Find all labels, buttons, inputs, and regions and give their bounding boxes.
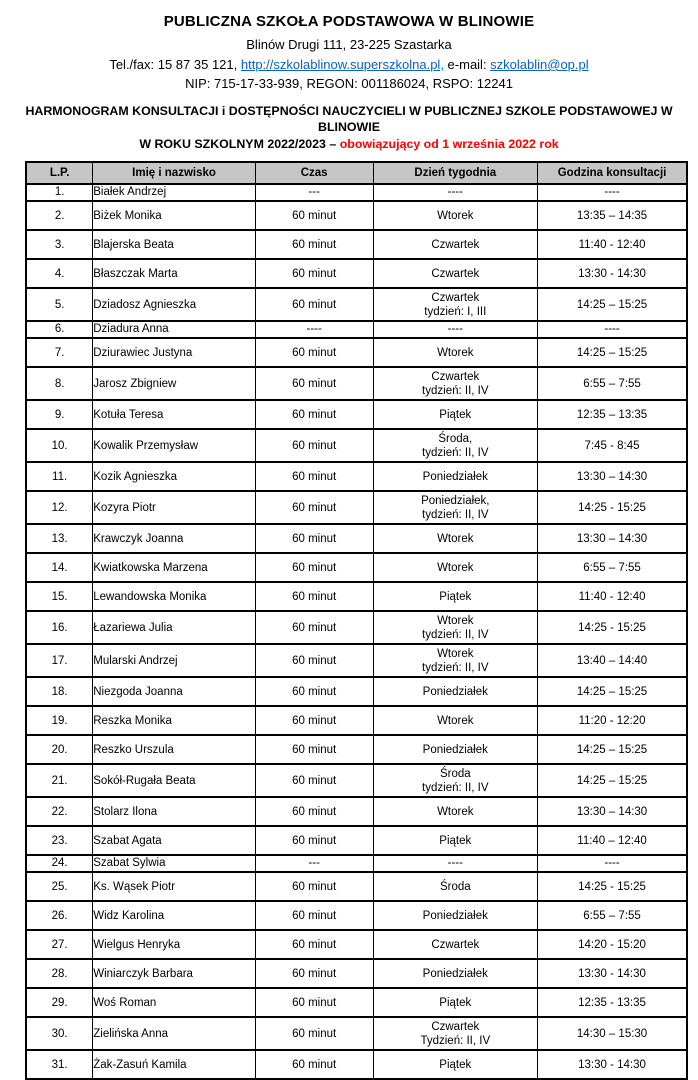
name-cell: Niezgoda Joanna — [93, 677, 256, 706]
week-note: tydzień: I, III — [424, 305, 487, 318]
czas-cell: 60 minut — [255, 959, 373, 988]
czas-cell: 60 minut — [255, 582, 373, 611]
czas-cell: ---- — [255, 321, 373, 338]
dzien-cell: Wtorek tydzień: II, IV — [373, 611, 538, 644]
godzina-cell: 11:40 – 12:40 — [538, 826, 687, 855]
column-header: Czas — [255, 162, 373, 184]
czas-cell: 60 minut — [255, 1050, 373, 1079]
czas-cell: 60 minut — [255, 524, 373, 553]
consultation-table — [25, 161, 688, 1080]
czas-cell: 60 minut — [255, 367, 373, 400]
czas-cell: --- — [255, 184, 373, 201]
godzina-cell: 11:40 - 12:40 — [538, 230, 687, 259]
godzina-cell: 13:30 - 14:30 — [538, 959, 687, 988]
czas-cell: 60 minut — [255, 872, 373, 901]
name-cell: Kwiatkowska Marzena — [93, 553, 256, 582]
lp-cell: 6. — [26, 321, 93, 338]
czas-cell: 60 minut — [255, 491, 373, 524]
table-row — [26, 959, 687, 988]
name-cell: Biżek Monika — [93, 201, 256, 230]
name-cell: Zielińska Anna — [93, 1017, 256, 1050]
lp-cell: 13. — [26, 524, 93, 553]
czas-cell: 60 minut — [255, 1017, 373, 1050]
name-cell: Kozyra Piotr — [93, 491, 256, 524]
godzina-cell: 6:55 – 7:55 — [538, 901, 687, 930]
godzina-cell: 13:30 - 14:30 — [538, 259, 687, 288]
effective-date-text: obowiązujący od 1 września 2022 rok — [339, 136, 559, 151]
name-cell: Szabat Sylwia — [93, 855, 256, 872]
name-cell: Blajerska Beata — [93, 230, 256, 259]
dzien-cell: Piątek — [373, 1050, 538, 1079]
dzien-cell: Czwartek — [373, 230, 538, 259]
lp-cell: 12. — [26, 491, 93, 524]
school-year-text: W ROKU SZKOLNYM 2022/2023 – — [139, 136, 340, 151]
dzien-cell: Poniedziałek — [373, 735, 538, 764]
table-row — [26, 553, 687, 582]
column-header: Imię i nazwisko — [93, 162, 256, 184]
godzina-cell: 14:25 – 15:25 — [538, 735, 687, 764]
table-row — [26, 230, 687, 259]
czas-cell: 60 minut — [255, 400, 373, 429]
czas-cell: 60 minut — [255, 644, 373, 677]
table-row — [26, 321, 687, 338]
czas-cell: 60 minut — [255, 201, 373, 230]
godzina-cell: 14:25 – 15:25 — [538, 677, 687, 706]
dzien-cell: Piątek — [373, 400, 538, 429]
lp-cell: 3. — [26, 230, 93, 259]
name-cell: Lewandowska Monika — [93, 582, 256, 611]
lp-cell: 17. — [26, 644, 93, 677]
dzien-cell: Poniedziałek — [373, 959, 538, 988]
godzina-cell: 13:30 - 14:30 — [538, 1050, 687, 1079]
name-cell: Dziurawiec Justyna — [93, 338, 256, 367]
name-cell: Stolarz Ilona — [93, 797, 256, 826]
dzien-cell: Poniedziałek — [373, 677, 538, 706]
lp-cell: 21. — [26, 764, 93, 797]
email-label: e-mail: — [443, 57, 491, 72]
lp-cell: 27. — [26, 930, 93, 959]
week-note: tydzień: II, IV — [422, 781, 489, 794]
week-note: tydzień: II, IV — [422, 384, 489, 397]
czas-cell: 60 minut — [255, 826, 373, 855]
lp-cell: 14. — [26, 553, 93, 582]
table-row — [26, 797, 687, 826]
tel-fax-text: Tel./fax: 15 87 35 121, — [109, 57, 241, 72]
column-header: L.P. — [26, 162, 93, 184]
table-row — [26, 429, 687, 462]
godzina-cell: 13:35 – 14:35 — [538, 201, 687, 230]
godzina-cell: 13:40 – 14:40 — [538, 644, 687, 677]
lp-cell: 26. — [26, 901, 93, 930]
lp-cell: 2. — [26, 201, 93, 230]
dzien-cell: Wtorek — [373, 797, 538, 826]
lp-cell: 23. — [26, 826, 93, 855]
name-cell: Reszko Urszula — [93, 735, 256, 764]
czas-cell: 60 minut — [255, 930, 373, 959]
week-note: tydzień: II, IV — [422, 446, 489, 459]
czas-cell: 60 minut — [255, 706, 373, 735]
godzina-cell: 14:30 – 15:30 — [538, 1017, 687, 1050]
dzien-cell: Wtorek tydzień: II, IV — [373, 644, 538, 677]
dzien-cell: Piątek — [373, 988, 538, 1017]
website-link[interactable]: http://szkolablinow.superszkolna.pl, — [240, 57, 444, 72]
name-cell: Dziadosz Agnieszka — [93, 288, 256, 321]
name-cell: Woś Roman — [93, 988, 256, 1017]
name-cell: Kotuła Teresa — [93, 400, 256, 429]
lp-cell: 9. — [26, 400, 93, 429]
czas-cell: 60 minut — [255, 797, 373, 826]
table-row — [26, 872, 687, 901]
czas-cell: 60 minut — [255, 338, 373, 367]
dzien-cell: Środa — [373, 872, 538, 901]
name-cell: Ks. Wąsek Piotr — [93, 872, 256, 901]
table-row — [26, 1017, 687, 1050]
dzien-cell: Czwartek tydzień: II, IV — [373, 367, 538, 400]
week-note: tydzień: II, IV — [422, 628, 489, 641]
czas-cell: --- — [255, 855, 373, 872]
lp-cell: 25. — [26, 872, 93, 901]
name-cell: Widz Karolina — [93, 901, 256, 930]
name-cell: Jarosz Zbigniew — [93, 367, 256, 400]
dzien-cell: ---- — [373, 855, 538, 872]
table-row — [26, 201, 687, 230]
schedule-title-line2 — [0, 136, 698, 152]
table-body — [26, 184, 687, 1079]
godzina-cell: 14:25 - 15:25 — [538, 491, 687, 524]
dzien-cell: Wtorek — [373, 553, 538, 582]
czas-cell: 60 minut — [255, 462, 373, 491]
godzina-cell: 14:25 – 15:25 — [538, 338, 687, 367]
name-cell: Wielgus Henryka — [93, 930, 256, 959]
name-cell: Krawczyk Joanna — [93, 524, 256, 553]
lp-cell: 29. — [26, 988, 93, 1017]
name-cell: Winiarczyk Barbara — [93, 959, 256, 988]
godzina-cell: ---- — [538, 184, 687, 201]
dzien-cell: Piątek — [373, 582, 538, 611]
table-row — [26, 338, 687, 367]
header-row — [26, 162, 687, 184]
godzina-cell: 11:20 - 12:20 — [538, 706, 687, 735]
contact-line — [0, 57, 698, 72]
godzina-cell: 6:55 – 7:55 — [538, 553, 687, 582]
lp-cell: 11. — [26, 462, 93, 491]
email-link[interactable]: szkolablin@op.pl — [490, 57, 589, 72]
dzien-cell: Czwartek — [373, 259, 538, 288]
lp-cell: 1. — [26, 184, 93, 201]
lp-cell: 28. — [26, 959, 93, 988]
godzina-cell: 11:40 - 12:40 — [538, 582, 687, 611]
dzien-cell: Wtorek — [373, 338, 538, 367]
school-name: PUBLICZNA SZKOŁA PODSTAWOWA W BLINOWIE — [163, 13, 535, 30]
table-row — [26, 582, 687, 611]
table-row — [26, 677, 687, 706]
dzien-cell: Czwartek — [373, 930, 538, 959]
column-header: Dzień tygodnia — [373, 162, 538, 184]
godzina-cell: 13:30 – 14:30 — [538, 797, 687, 826]
godzina-cell: ---- — [538, 321, 687, 338]
czas-cell: 60 minut — [255, 735, 373, 764]
godzina-cell: 7:45 - 8:45 — [538, 429, 687, 462]
czas-cell: 60 minut — [255, 988, 373, 1017]
lp-cell: 16. — [26, 611, 93, 644]
name-cell: Kozik Agnieszka — [93, 462, 256, 491]
dzien-cell: Piątek — [373, 826, 538, 855]
dzien-cell: Czwartek Tydzień: II, IV — [373, 1017, 538, 1050]
name-cell: Szabat Agata — [93, 826, 256, 855]
schedule-title — [0, 103, 698, 152]
lp-cell: 5. — [26, 288, 93, 321]
table-row — [26, 644, 687, 677]
dzien-cell: Wtorek — [373, 524, 538, 553]
godzina-cell: 14:25 – 15:25 — [538, 764, 687, 797]
czas-cell: 60 minut — [255, 553, 373, 582]
dzien-cell: Poniedziałek, tydzień: II, IV — [373, 491, 538, 524]
week-note: Tydzień: II, IV — [420, 1034, 491, 1047]
lp-cell: 10. — [26, 429, 93, 462]
godzina-cell: 13:30 – 14:30 — [538, 524, 687, 553]
registration-ids: NIP: 715-17-33-939, REGON: 001186024, RSPO: 12241 — [185, 76, 513, 91]
table-row — [26, 930, 687, 959]
table-row — [26, 184, 687, 201]
czas-cell: 60 minut — [255, 230, 373, 259]
table-row — [26, 901, 687, 930]
dzien-cell: ---- — [373, 184, 538, 201]
schedule-title-line1: HARMONOGRAM KONSULTACJI i DOSTĘPNOŚCI NAUCZYCIELI W PUBLICZNEJ SZKOLE PODSTAWOWEJ W BLINOWIE — [25, 104, 673, 135]
name-cell: Mularski Andrzej — [93, 644, 256, 677]
godzina-cell: 13:30 – 14:30 — [538, 462, 687, 491]
name-cell: Łazariewa Julia — [93, 611, 256, 644]
name-cell: Błaszczak Marta — [93, 259, 256, 288]
name-cell: Białek Andrzej — [93, 184, 256, 201]
lp-cell: 30. — [26, 1017, 93, 1050]
lp-cell: 22. — [26, 797, 93, 826]
dzien-cell: Wtorek — [373, 706, 538, 735]
name-cell: Reszka Monika — [93, 706, 256, 735]
czas-cell: 60 minut — [255, 764, 373, 797]
lp-cell: 7. — [26, 338, 93, 367]
czas-cell: 60 minut — [255, 901, 373, 930]
dzien-cell: Poniedziałek — [373, 462, 538, 491]
table-row — [26, 491, 687, 524]
godzina-cell: 12:35 - 13:35 — [538, 988, 687, 1017]
name-cell: Dziadura Anna — [93, 321, 256, 338]
godzina-cell: 14:20 - 15:20 — [538, 930, 687, 959]
godzina-cell: ---- — [538, 855, 687, 872]
table-row — [26, 764, 687, 797]
name-cell: Kowalik Przemysław — [93, 429, 256, 462]
lp-cell: 20. — [26, 735, 93, 764]
name-cell: Sokół-Rugała Beata — [93, 764, 256, 797]
week-note: tydzień: II, IV — [422, 661, 489, 674]
table-row — [26, 706, 687, 735]
week-note: tydzień: II, IV — [422, 508, 489, 521]
table-row — [26, 988, 687, 1017]
lp-cell: 24. — [26, 855, 93, 872]
czas-cell: 60 minut — [255, 288, 373, 321]
table-row — [26, 826, 687, 855]
table-row — [26, 855, 687, 872]
godzina-cell: 6:55 – 7:55 — [538, 367, 687, 400]
dzien-cell: Środa tydzień: II, IV — [373, 764, 538, 797]
table-row — [26, 462, 687, 491]
table-row — [26, 524, 687, 553]
lp-cell: 15. — [26, 582, 93, 611]
czas-cell: 60 minut — [255, 259, 373, 288]
dzien-cell: Poniedziałek — [373, 901, 538, 930]
table-row — [26, 400, 687, 429]
lp-cell: 31. — [26, 1050, 93, 1079]
dzien-cell: ---- — [373, 321, 538, 338]
column-header: Godzina konsultacji — [538, 162, 687, 184]
godzina-cell: 14:25 - 15:25 — [538, 872, 687, 901]
lp-cell: 8. — [26, 367, 93, 400]
czas-cell: 60 minut — [255, 611, 373, 644]
lp-cell: 18. — [26, 677, 93, 706]
godzina-cell: 14:25 - 15:25 — [538, 611, 687, 644]
table-row — [26, 1050, 687, 1079]
czas-cell: 60 minut — [255, 677, 373, 706]
czas-cell: 60 minut — [255, 429, 373, 462]
dzien-cell: Czwartek tydzień: I, III — [373, 288, 538, 321]
godzina-cell: 14:25 – 15:25 — [538, 288, 687, 321]
dzien-cell: Wtorek — [373, 201, 538, 230]
school-address: Blinów Drugi 111, 23-225 Szastarka — [246, 37, 452, 52]
lp-cell: 4. — [26, 259, 93, 288]
dzien-cell: Środa, tydzień: II, IV — [373, 429, 538, 462]
table-row — [26, 611, 687, 644]
table-row — [26, 288, 687, 321]
table-row — [26, 735, 687, 764]
table-row — [26, 367, 687, 400]
name-cell: Żak-Zasuń Kamila — [93, 1050, 256, 1079]
table-row — [26, 259, 687, 288]
lp-cell: 19. — [26, 706, 93, 735]
godzina-cell: 12:35 – 13:35 — [538, 400, 687, 429]
